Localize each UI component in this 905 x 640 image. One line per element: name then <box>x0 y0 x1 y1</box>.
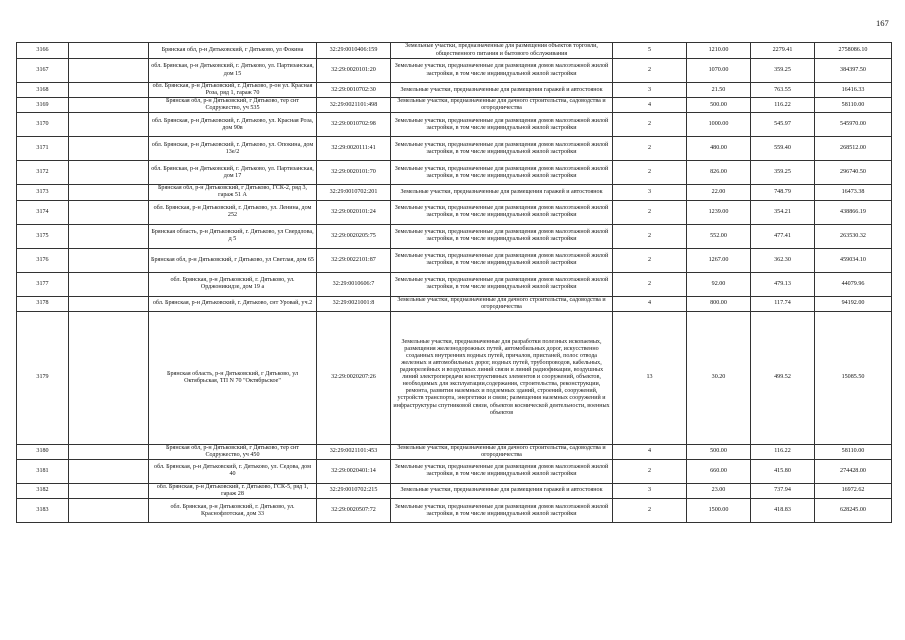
table-row <box>17 296 892 311</box>
permitted-use-cell: Земельные участки, предназначенные для дачного строительства, садоводства и огородничества <box>391 98 613 113</box>
cadastral-value-cell: 16416.33 <box>815 83 892 98</box>
cadastral-value-cell: 438866.19 <box>815 200 892 224</box>
area-cell: 22.00 <box>687 185 751 200</box>
area-cell: 500.00 <box>687 98 751 113</box>
area-cell: 30.20 <box>687 311 751 444</box>
unit-value-cell: 117.74 <box>751 296 815 311</box>
table-row <box>17 185 892 200</box>
unit-value-cell: 479.13 <box>751 272 815 296</box>
cadastral-value-cell: 296740.50 <box>815 161 892 185</box>
area-cell: 552.00 <box>687 224 751 248</box>
permitted-use-cell: Земельные участки, предназначенные для размещения домов малоэтажной жилой застройки, в том числе индивидуальной жилой застройки <box>391 200 613 224</box>
permitted-use-cell: Земельные участки, предназначенные для размещения домов малоэтажной жилой застройки, в том числе индивидуальной жилой застройки <box>391 137 613 161</box>
category-code-cell: 2 <box>613 113 687 137</box>
address-cell: Брянская обл, р-н Дятьковский, г Дятьково, ул Фокина <box>149 43 317 59</box>
cadastral-number-cell: 32:29:0022101:87 <box>317 248 391 272</box>
cadastral-number-cell: 32:29:0020101:24 <box>317 200 391 224</box>
unit-value-cell: 477.41 <box>751 224 815 248</box>
cadastral-value-cell: 384397.50 <box>815 59 892 83</box>
cadastral-number-cell: 32:29:0021101:498 <box>317 98 391 113</box>
table-row <box>17 161 892 185</box>
cadastral-value-cell: 16473.38 <box>815 185 892 200</box>
unit-value-cell: 362.30 <box>751 248 815 272</box>
cadastral-number-cell: 32:29:0021101:453 <box>317 444 391 459</box>
row-number-cell: 3183 <box>17 499 69 523</box>
permitted-use-cell: Земельные участки, предназначенные для размещения домов малоэтажной жилой застройки, в том числе индивидуальной жилой застройки <box>391 272 613 296</box>
page-number: 167 <box>876 18 889 28</box>
row-number-cell: 3168 <box>17 83 69 98</box>
category-code-cell: 2 <box>613 161 687 185</box>
category-code-cell: 5 <box>613 43 687 59</box>
permitted-use-cell: Земельные участки, предназначенные для размещения домов малоэтажной жилой застройки, в том числе индивидуальной жилой застройки <box>391 113 613 137</box>
address-cell: обл. Брянская, р-н Дятьковский, г. Дятьково, ул. Седова, дом 40 <box>149 459 317 483</box>
table-row <box>17 59 892 83</box>
permitted-use-cell: Земельные участки, предназначенные для размещения гаражей и автостоянок <box>391 483 613 498</box>
cadastral-number-cell: 32:29:0010406:159 <box>317 43 391 59</box>
cadastral-number-cell: 32:29:0021001:8 <box>317 296 391 311</box>
empty-cell <box>69 59 149 83</box>
address-cell: обл. Брянская, р-н Дятьковский, г. Дятьково, ул. Красная Роза, дом 90в <box>149 113 317 137</box>
category-code-cell: 2 <box>613 248 687 272</box>
row-number-cell: 3180 <box>17 444 69 459</box>
area-cell: 1070.00 <box>687 59 751 83</box>
cadastral-value-cell: 58110.00 <box>815 444 892 459</box>
address-cell: обл. Брянская, р-н Дятьковский, г. Дятьково, ул. Партизанская, дом 17 <box>149 161 317 185</box>
unit-value-cell: 359.25 <box>751 59 815 83</box>
unit-value-cell: 418.83 <box>751 499 815 523</box>
permitted-use-cell: Земельные участки, предназначенные для разработки полезных ископаемых, размещения железнодорожных путей, автомобильных дорог, искусственно созданных внутренних водных путей, причалов, пристаней, полос отвода железных и автомобильных дорог, водных путей, трубопроводов, кабельных, радиорелейных и воздушных линий связи и линий радиофикации, воздушных линий электропередачи конструктивных элементов и сооружений, объектов, необходимых для эксплуатации,содержания, строительства, реконструкции, ремонта, развития наземных и подземных зданий, строений, сооружений, устройств транспорта, энергетики и связи; размещения наземных сооружений и инфраструктуры спутниковой связи, объектов космической деятельности, военных объектов <box>391 311 613 444</box>
unit-value-cell: 359.25 <box>751 161 815 185</box>
cadastral-number-cell: 32:29:0020205:75 <box>317 224 391 248</box>
row-number-cell: 3167 <box>17 59 69 83</box>
cadastral-number-cell: 32:29:0020401:14 <box>317 459 391 483</box>
row-number-cell: 3176 <box>17 248 69 272</box>
address-cell: обл. Брянская, р-н Дятьковский, г. Дятьково, ул. Ленина, дом 252 <box>149 200 317 224</box>
permitted-use-cell: Земельные участки, предназначенные для размещения домов малоэтажной жилой застройки, в том числе индивидуальной жилой застройки <box>391 161 613 185</box>
empty-cell <box>69 483 149 498</box>
permitted-use-cell: Земельные участки, предназначенные для размещения объектов торговли, общественного питания и бытового обслуживания <box>391 43 613 59</box>
cadastral-value-cell: 263530.32 <box>815 224 892 248</box>
address-cell: обл. Брянская, р-н Дятьковский, г. Дятьково, ул. Опокина, дом 13е/2 <box>149 137 317 161</box>
table-row <box>17 483 892 498</box>
empty-cell <box>69 185 149 200</box>
row-number-cell: 3175 <box>17 224 69 248</box>
cadastral-number-cell: 32:29:0020111:41 <box>317 137 391 161</box>
empty-cell <box>69 43 149 59</box>
category-code-cell: 4 <box>613 444 687 459</box>
empty-cell <box>69 200 149 224</box>
area-cell: 826.00 <box>687 161 751 185</box>
category-code-cell: 3 <box>613 185 687 200</box>
table-body <box>17 43 892 523</box>
category-code-cell: 2 <box>613 459 687 483</box>
area-cell: 92.00 <box>687 272 751 296</box>
row-number-cell: 3181 <box>17 459 69 483</box>
address-cell: Брянская обл, р-н Дятьковский, г Дятьково, ГСК-2, ряд 3, гараж 51 А <box>149 185 317 200</box>
unit-value-cell: 2279.41 <box>751 43 815 59</box>
address-cell: Брянская обл, р-н Дятьковский, г Дятьково, тер снт Содружество, уч 450 <box>149 444 317 459</box>
cadastral-number-cell: 32:29:0010702:98 <box>317 113 391 137</box>
unit-value-cell: 748.79 <box>751 185 815 200</box>
empty-cell <box>69 113 149 137</box>
cadastral-number-cell: 32:29:0010606:7 <box>317 272 391 296</box>
table-row <box>17 113 892 137</box>
permitted-use-cell: Земельные участки, предназначенные для размещения домов малоэтажной жилой застройки, в том числе индивидуальной жилой застройки <box>391 224 613 248</box>
row-number-cell: 3172 <box>17 161 69 185</box>
area-cell: 1210.00 <box>687 43 751 59</box>
address-cell: Брянская обл, р-н Дятьковский, г Дятьково, ул Светлая, дом 65 <box>149 248 317 272</box>
empty-cell <box>69 248 149 272</box>
unit-value-cell: 116.22 <box>751 444 815 459</box>
address-cell: обл. Брянская, р-н Дятьковский, г. Дятьково, ГСК-5, ряд 1, гараж 28 <box>149 483 317 498</box>
table-row <box>17 224 892 248</box>
category-code-cell: 2 <box>613 272 687 296</box>
empty-cell <box>69 499 149 523</box>
area-cell: 1239.00 <box>687 200 751 224</box>
cadastral-value-cell: 16972.62 <box>815 483 892 498</box>
cadastral-value-cell: 15085.50 <box>815 311 892 444</box>
address-cell: обл. Брянская, р-н Дятьковский, г. Дятьково, р-он ул. Красная Роза, ряд 1, гараж 70 <box>149 83 317 98</box>
cadastral-value-cell: 44079.96 <box>815 272 892 296</box>
cadastral-value-cell: 94192.00 <box>815 296 892 311</box>
cadastral-number-cell: 32:29:0010702:215 <box>317 483 391 498</box>
address-cell: обл. Брянская, р-н Дятьковский, г. Дятьково, ул. Краснофлотская, дом 33 <box>149 499 317 523</box>
area-cell: 660.00 <box>687 459 751 483</box>
empty-cell <box>69 459 149 483</box>
address-cell: обл. Брянская, р-н Дятьковский, г. Дятьково, ул. Орджоникидзе, дом 19 а <box>149 272 317 296</box>
cadastral-value-cell: 268512.00 <box>815 137 892 161</box>
cadastral-value-cell: 58110.00 <box>815 98 892 113</box>
empty-cell <box>69 161 149 185</box>
land-registry-table <box>16 42 892 523</box>
category-code-cell: 3 <box>613 83 687 98</box>
empty-cell <box>69 296 149 311</box>
row-number-cell: 3182 <box>17 483 69 498</box>
row-number-cell: 3179 <box>17 311 69 444</box>
cadastral-number-cell: 32:29:0020101:20 <box>317 59 391 83</box>
area-cell: 23.00 <box>687 483 751 498</box>
cadastral-value-cell: 545970.00 <box>815 113 892 137</box>
category-code-cell: 2 <box>613 200 687 224</box>
table-row <box>17 499 892 523</box>
permitted-use-cell: Земельные участки, предназначенные для размещения гаражей и автостоянок <box>391 83 613 98</box>
category-code-cell: 4 <box>613 296 687 311</box>
unit-value-cell: 737.94 <box>751 483 815 498</box>
cadastral-value-cell: 2758086.10 <box>815 43 892 59</box>
unit-value-cell: 415.80 <box>751 459 815 483</box>
table-row <box>17 98 892 113</box>
table-row <box>17 272 892 296</box>
table-row <box>17 83 892 98</box>
permitted-use-cell: Земельные участки, предназначенные для размещения домов малоэтажной жилой застройки, в том числе индивидуальной жилой застройки <box>391 59 613 83</box>
table-row <box>17 311 892 444</box>
area-cell: 500.00 <box>687 444 751 459</box>
category-code-cell: 13 <box>613 311 687 444</box>
area-cell: 1500.00 <box>687 499 751 523</box>
table-row <box>17 444 892 459</box>
area-cell: 480.00 <box>687 137 751 161</box>
unit-value-cell: 763.55 <box>751 83 815 98</box>
table-row <box>17 137 892 161</box>
table-row <box>17 459 892 483</box>
unit-value-cell: 545.97 <box>751 113 815 137</box>
table-row <box>17 200 892 224</box>
row-number-cell: 3174 <box>17 200 69 224</box>
permitted-use-cell: Земельные участки, предназначенные для дачного строительства, садоводства и огородничества <box>391 444 613 459</box>
category-code-cell: 4 <box>613 98 687 113</box>
permitted-use-cell: Земельные участки, предназначенные для размещения гаражей и автостоянок <box>391 185 613 200</box>
cadastral-number-cell: 32:29:0020507:72 <box>317 499 391 523</box>
address-cell: обл. Брянская, р-н Дятьковский, г. Дятьково, снт Уровай, уч.2 <box>149 296 317 311</box>
area-cell: 1267.00 <box>687 248 751 272</box>
unit-value-cell: 354.21 <box>751 200 815 224</box>
permitted-use-cell: Земельные участки, предназначенные для дачного строительства, садоводства и огородничества <box>391 296 613 311</box>
row-number-cell: 3178 <box>17 296 69 311</box>
permitted-use-cell: Земельные участки, предназначенные для размещения домов малоэтажной жилой застройки, в том числе индивидуальной жилой застройки <box>391 499 613 523</box>
row-number-cell: 3173 <box>17 185 69 200</box>
address-cell: Брянская область, р-н Дятьковский, г. Дятьково, ул Свердлова, д 5 <box>149 224 317 248</box>
category-code-cell: 3 <box>613 483 687 498</box>
empty-cell <box>69 444 149 459</box>
empty-cell <box>69 272 149 296</box>
category-code-cell: 2 <box>613 59 687 83</box>
unit-value-cell: 559.40 <box>751 137 815 161</box>
area-cell: 21.50 <box>687 83 751 98</box>
address-cell: Брянская обл, р-н Дятьковский, г Дятьково, тер снт Содружество, уч 535 <box>149 98 317 113</box>
area-cell: 1000.00 <box>687 113 751 137</box>
unit-value-cell: 499.52 <box>751 311 815 444</box>
cadastral-number-cell: 32:29:0020207:26 <box>317 311 391 444</box>
empty-cell <box>69 137 149 161</box>
area-cell: 800.00 <box>687 296 751 311</box>
row-number-cell: 3169 <box>17 98 69 113</box>
cadastral-number-cell: 32:29:0010702:30 <box>317 83 391 98</box>
cadastral-value-cell: 274428.00 <box>815 459 892 483</box>
empty-cell <box>69 98 149 113</box>
cadastral-value-cell: 459034.10 <box>815 248 892 272</box>
empty-cell <box>69 224 149 248</box>
address-cell: обл. Брянская, р-н Дятьковский, г. Дятьково, ул. Партизанская, дом 15 <box>149 59 317 83</box>
unit-value-cell: 116.22 <box>751 98 815 113</box>
cadastral-value-cell: 628245.00 <box>815 499 892 523</box>
row-number-cell: 3170 <box>17 113 69 137</box>
cadastral-number-cell: 32:29:0010702:201 <box>317 185 391 200</box>
category-code-cell: 2 <box>613 137 687 161</box>
table-row <box>17 248 892 272</box>
permitted-use-cell: Земельные участки, предназначенные для размещения домов малоэтажной жилой застройки, в том числе индивидуальной жилой застройки <box>391 248 613 272</box>
empty-cell <box>69 311 149 444</box>
category-code-cell: 2 <box>613 224 687 248</box>
cadastral-number-cell: 32:29:0020101:70 <box>317 161 391 185</box>
row-number-cell: 3166 <box>17 43 69 59</box>
table-row <box>17 43 892 59</box>
address-cell: Брянская область, р-н Дятьковский, г Дятьково, ул Октябрьская, ТП N 70 "Октябрьское" <box>149 311 317 444</box>
row-number-cell: 3171 <box>17 137 69 161</box>
row-number-cell: 3177 <box>17 272 69 296</box>
empty-cell <box>69 83 149 98</box>
category-code-cell: 2 <box>613 499 687 523</box>
permitted-use-cell: Земельные участки, предназначенные для размещения домов малоэтажной жилой застройки, в том числе индивидуальной жилой застройки <box>391 459 613 483</box>
